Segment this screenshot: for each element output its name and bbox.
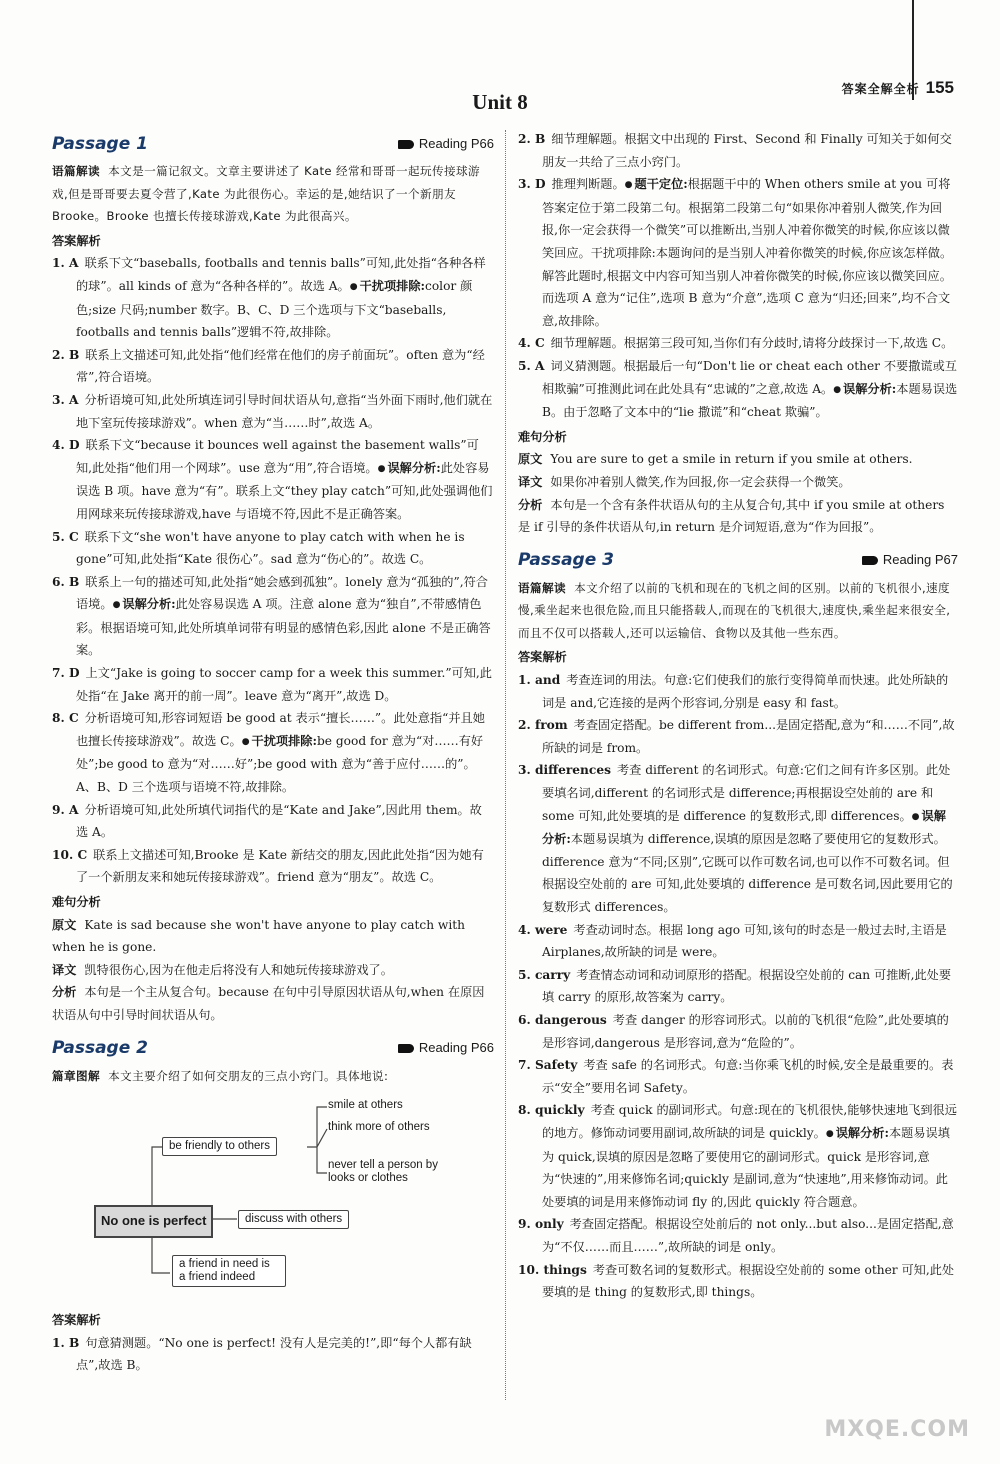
translation-label: 译文	[518, 474, 543, 489]
answer-label: 10. things	[518, 1262, 587, 1277]
answer-item	[518, 669, 958, 714]
answer-item	[518, 1009, 958, 1054]
intro-text: 本文主要介绍了如何交朋友的三点小窍门。具体地说:	[108, 1068, 389, 1083]
analysis	[52, 981, 494, 1026]
passage-1-intro	[52, 160, 494, 228]
watermark: MXQE.COM	[824, 1417, 970, 1442]
translation-label: 译文	[52, 962, 77, 977]
analysis-label: 分析	[52, 985, 77, 1000]
mind-map-leaf-never-tell: never tell a person by looks or clothes	[328, 1159, 438, 1185]
answer-item	[52, 799, 494, 844]
answer-text: 细节理解题。根据文中出现的 First、Second 和 Finally 可知关于如何交朋友一共给了三点小窍门。	[542, 132, 952, 169]
answer-item	[52, 571, 494, 662]
intro-text: 本文是一篇记叙文。文章主要讲述了 Kate 经常和哥哥一起玩传接球游戏,但是哥哥要去夏令营了,Kate 为此很伤心。幸运的是,她结识了一个新朋友 Brooke。Brooke 也擅长传接球游戏,Kate 为此很高兴。	[52, 164, 480, 224]
translation	[518, 471, 958, 494]
answer-text: 考查 different 的名词形式。句意:它们之间有许多区别。此处要填名词,different 的名词形式是 difference;再根据设空处前的 are 和 some 可知,此处要填的是 difference 的复数形式,即 differences。	[542, 763, 951, 823]
original-label: 原文	[52, 917, 77, 932]
mind-map-center: No one is perfect	[94, 1205, 213, 1238]
left-column	[52, 128, 494, 1377]
answer-text: 分析语境可知,此处所填连词引导时间状语从句,意指“当外面下雨时,他们就在地下室玩传接球游戏”。when 意为“当……时”,故选 A。	[76, 392, 493, 430]
analysis-text: 本句是一个含有条件状语从句的主从复合句,其中 if you smile at others 是 if 引导的条件状语从句,in return 是介词短语,意为“作为回报”。	[518, 497, 945, 535]
pointing-hand-icon	[862, 556, 878, 565]
passage-1-answers	[52, 252, 494, 889]
mind-map-branch-friend-indeed: a friend in need is a friend indeed	[172, 1255, 286, 1287]
answer-note-label: ● 误解分析:	[113, 597, 176, 611]
answer-text: 考查固定搭配。根据设空处前后的 not only...but also...是固定搭配,意为“不仅……而且……”,故所缺的词是 only。	[542, 1217, 954, 1254]
original-sentence	[518, 448, 958, 471]
answer-text: 上文“Jake is going to soccer camp for a week this summer.”可知,此处指“在 Jake 离开的前一周”。leave 意为“离开”,故选 D。	[76, 666, 492, 703]
answer-label: 4. were	[518, 922, 568, 937]
answer-text: 考查 safe 的名词形式。句意:当你乘飞机的时候,安全是最重要的。表示“安全”要用名词 Safety。	[542, 1058, 954, 1095]
answer-label: 8. C	[52, 711, 79, 726]
answer-label: 9. A	[52, 802, 79, 817]
passage-1-reference	[398, 133, 494, 156]
answer-note-text: color 颜色;size 尺码;number 数字。B、C、D 三个选项与下文“baseballs, footballs and tennis balls”逻辑不符,故排除。	[76, 278, 473, 340]
connector-friendly-leaves	[307, 1107, 327, 1173]
answer-note-label: ● 误解分析:	[826, 1126, 889, 1140]
answer-note-text: 根据题干中的 When others smile at you 可将答案定位于第二段第二句。根据第二段第二句“如果你冲着别人微笑,作为回报,你一定会获得一个微笑”可以推断出,当别人冲着你微笑的时候,你应该以微笑回应。干扰项排除:本题询问的是当别人冲着你微笑的时候,你应该怎样做。解答此题时,根据文中内容可知当别人冲着你微笑的时候,你应该以微笑回应。而选项 A 意为“记住”,选项 B 意为“介意”,选项 C 意为“归还;回来”,均不合文意,故排除。	[542, 177, 953, 328]
passage-3-reference	[862, 549, 958, 572]
intro-label: 篇章图解	[52, 1068, 100, 1083]
answer-label: 10. C	[52, 847, 88, 862]
answers-heading: 答案解析	[518, 650, 567, 665]
original-label: 原文	[518, 452, 543, 467]
passage-3-header	[518, 547, 958, 575]
answer-label: 5. C	[52, 529, 79, 544]
translation-text: 凯特很伤心,因为在他走后将没有人和她玩传接球游戏了。	[84, 962, 393, 977]
answer-item	[518, 332, 958, 355]
answer-item	[52, 1332, 494, 1377]
reference-text: Reading P67	[882, 552, 958, 568]
answer-text: 分析语境可知,此处所填代词指代的是“Kate and Jake”,因此用 them。故选 A。	[76, 802, 482, 840]
answer-text: 联系下文“because it bounces well against the basement walls”可知,此处指“他们用一个网球”。use 意为“用”,符合语境。	[76, 438, 479, 475]
answer-label: 2. from	[518, 718, 568, 733]
pointing-hand-icon	[398, 140, 414, 149]
answer-label: 3. differences	[518, 763, 611, 778]
mind-map-leaf-smile: smile at others	[328, 1099, 403, 1112]
analysis-label: 分析	[518, 497, 543, 512]
difficult-sentence-heading: 难句分析	[518, 429, 567, 444]
answer-text: 考查固定搭配。be different from...是固定搭配,意为“和……不同”,故所缺的词是 from。	[542, 718, 955, 755]
answer-label: 6. dangerous	[518, 1012, 607, 1027]
answer-item	[52, 434, 494, 525]
answer-label: 3. A	[52, 392, 79, 407]
answer-label: 4. D	[52, 438, 80, 453]
passage-3-title: Passage 3	[518, 550, 614, 571]
answer-text: 细节理解题。根据第三段可知,当你们有分歧时,请将分歧探讨一下,故选 C。	[550, 336, 954, 351]
answer-text: 联系上文描述可知,此处指“他们经常在他们的房子前面玩”。often 意为“经常”,符合语境。	[76, 347, 485, 385]
intro-text: 本文介绍了以前的飞机和现在的飞机之间的区别。以前的飞机很小,速度慢,乘坐起来也很危险,而且只能搭载人,而现在的飞机很大,速度快,乘坐起来很安全,而且不仅可以搭载人,还可以运输信、食物以及其他一些东西。	[518, 580, 951, 640]
answer-item	[518, 128, 958, 173]
original-sentence	[52, 914, 494, 959]
translation	[52, 959, 494, 982]
answer-item	[518, 1054, 958, 1099]
answer-note-text: 本题易误填为 quick,误填的原因是忽略了要使用它的副词形式。quick 是形容词,意为“快速的”,用来修饰名词;quickly 是副词,意为“快速地”,用来修饰动词。此处要填的词是用来修饰动词 fly 的,因此 quickly 符合题意。	[542, 1125, 950, 1209]
connector-friend-indeed	[152, 1235, 170, 1273]
original-text: You are sure to get a smile in return if you smile at others.	[550, 452, 913, 467]
answer-text: 句意猜测题。“No one is perfect! 没有人是完美的!”,即“每个人都有缺点”,故选 B。	[76, 1335, 472, 1373]
answer-note-label: ● 误解分析:	[833, 382, 896, 396]
answer-note-text: 本题易误选 B。由于忽略了文本中的“lie 撒谎”和“cheat 欺骗”。	[542, 381, 958, 420]
answer-note-text: 此处容易误选 B 项。have 意为“有”。联系上文“they play catch”可知,此处强调他们用网球来玩传接球游戏,have 与语境不符,因此不是正确答案。	[76, 460, 493, 521]
answer-note-label: ● 干扰项排除:	[242, 734, 317, 748]
answer-text: 考查连词的用法。句意:它们使我们的旅行变得简单而快速。此处所缺的词是 and,它连接的是两个形容词,分别是 easy 和 fast。	[542, 673, 949, 710]
answer-text: 考查 quick 的副词形式。句意:现在的飞机很快,能够快速地飞到很远的地方。修饰动词要用副词,故所缺的词是 quickly。	[542, 1103, 957, 1140]
mind-map-leaf-think: think more of others	[328, 1121, 430, 1134]
analysis	[518, 494, 958, 539]
passage-2-answers-cont	[518, 128, 958, 424]
answer-text: 推理判断题。	[551, 177, 625, 192]
answer-item	[518, 173, 958, 332]
answer-text: 联系上一句的描述可知,此处指“她会感到孤独”。lonely 意为“孤独的”,符合语境。	[76, 574, 488, 612]
original-text: Kate is sad because she won't have anyone to play catch with when he is gone.	[52, 917, 465, 955]
right-column	[518, 128, 958, 1304]
answer-item	[52, 389, 494, 434]
answer-text: 联系下文“baseballs, footballs and tennis balls”可知,此处指“各种各样的球”。all kinds of 意为“各种各样的”。故选 A。	[76, 256, 486, 293]
answer-text: 分析语境可知,形容词短语 be good at 表示“擅长……”。此处意指“并且她也擅长传接球游戏”。故选 C。	[76, 711, 485, 748]
answer-note-text: 此处容易误选 A 项。注意 alone 意为“独自”,不带感情色彩。根据语境可知,此处所填单词带有明显的感情色彩,因此 alone 不是正确答案。	[76, 597, 491, 658]
difficult-sentence-heading: 难句分析	[52, 895, 101, 909]
answer-label: 7. Safety	[518, 1058, 578, 1073]
answer-text: 考查 danger 的形容词形式。以前的飞机很“危险”,此处要填的是形容词,dangerous 是形容词,意为“危险的”。	[542, 1012, 949, 1050]
answer-text: 联系上文描述可知,Brooke 是 Kate 新结交的朋友,因此此处指“因为她有了一个新朋友来和她玩传接球游戏”。friend 意为“朋友”。故选 C。	[76, 847, 484, 885]
answer-label: 5. carry	[518, 967, 571, 982]
page-number: 155	[925, 78, 954, 97]
passage-1-title: Passage 1	[52, 133, 148, 154]
answer-note-label: ● 题干定位:	[625, 177, 688, 191]
analysis-text: 本句是一个主从复合句。because 在句中引导原因状语从句,when 在原因状语从句中引导时间状语从句。	[52, 985, 485, 1022]
section-label: 答案全解全析	[841, 81, 920, 96]
answer-item	[518, 1099, 958, 1213]
reference-text: Reading P66	[418, 1040, 494, 1056]
pointing-hand-icon	[398, 1044, 414, 1053]
answer-note-text: 本题易误填为 difference,误填的原因是忽略了要使用它的复数形式。difference 意为“不同;区别”,它既可以作可数名词,也可以作不可数名词。但根据设空处前的 are 可知,此处要填的 difference 是可数名词,因此要用它的复数形式 differences。	[542, 832, 953, 914]
unit-title: Unit 8	[472, 90, 528, 114]
mind-map-branch-friendly: be friendly to others	[162, 1137, 277, 1156]
answer-label: 5. A	[518, 358, 545, 373]
intro-label: 语篇解读	[518, 580, 566, 595]
answer-label: 2. B	[52, 347, 80, 362]
answer-item	[518, 919, 958, 964]
answer-item	[52, 252, 494, 343]
answer-label: 7. D	[52, 666, 80, 681]
passage-1-header	[52, 130, 494, 158]
answer-item	[52, 662, 494, 707]
passage-2-title: Passage 2	[52, 1038, 148, 1059]
answer-item	[518, 714, 958, 759]
answer-label: 2. B	[518, 132, 546, 146]
answers-heading: 答案解析	[52, 233, 101, 248]
answer-label: 1. B	[52, 1335, 80, 1350]
answer-text: 考查动词时态。根据 long ago 可知,该句的时态是一般过去时,主语是 Airplanes,故所缺的词是 were。	[542, 922, 947, 960]
answer-text: 考查情态动词和动词原形的搭配。根据设空处前的 can 可推断,此处要填 carry 的原形,故答案为 carry。	[542, 967, 952, 1005]
answers-heading: 答案解析	[52, 1313, 101, 1328]
answer-label: 4. C	[518, 336, 545, 351]
answer-item	[518, 964, 958, 1009]
answer-item	[52, 344, 494, 389]
answer-item	[518, 1259, 958, 1304]
answer-label: 3. D	[518, 177, 546, 192]
answer-item	[52, 526, 494, 571]
answer-label: 1. and	[518, 673, 561, 688]
answer-item	[518, 759, 958, 918]
passage-2-header	[52, 1035, 494, 1063]
answer-text: 考查可数名词的复数形式。根据设空处前的 some other 可知,此处要填的是 thing 的复数形式,即 things。	[542, 1262, 955, 1300]
answer-note-label: ● 干扰项排除:	[350, 279, 425, 293]
column-divider	[505, 130, 506, 1400]
answer-item	[518, 1213, 958, 1258]
translation-text: 如果你冲着别人微笑,作为回报,你一定会获得一个微笑。	[550, 474, 851, 489]
mind-map-branch-discuss: discuss with others	[238, 1210, 349, 1229]
answer-label: 1. A	[52, 256, 79, 271]
answer-item	[518, 355, 958, 424]
answer-item	[52, 844, 494, 889]
mind-map	[52, 1087, 472, 1307]
connector-friendly	[152, 1147, 162, 1205]
answer-label: 8. quickly	[518, 1103, 585, 1118]
passage-2-answers-start	[52, 1332, 494, 1377]
intro-label: 语篇解读	[52, 164, 100, 178]
passage-2-reference	[398, 1037, 494, 1060]
answer-item	[52, 707, 494, 798]
answer-note-text: be good for 意为“对……有好处”;be good to 意为“对……好”;be good with 意为“善于应付……的”。A、B、D 三个选项与语境不符,故排除。	[76, 733, 484, 795]
answer-note-label: ● 误解分析:	[378, 461, 441, 475]
reference-text: Reading P66	[418, 135, 494, 151]
answer-note-label: ● 误解分析:	[542, 809, 946, 847]
answer-label: 6. B	[52, 574, 80, 589]
answer-text: 联系下文“she won't have anyone to play catch with when he is gone”可知,此处指“Kate 很伤心”。sad 意为“伤心的”。故选 C。	[76, 529, 465, 567]
answer-label: 9. only	[518, 1217, 564, 1232]
answer-text: 词义猜测题。根据最后一句“Don't lie or cheat each other 不要撒谎或互相欺骗”可推测此词在此处具有“忠诚的”之意,故选 A。	[542, 358, 957, 396]
passage-3-answers	[518, 669, 958, 1304]
passage-2-intro	[52, 1065, 494, 1088]
passage-3-intro	[518, 577, 958, 645]
